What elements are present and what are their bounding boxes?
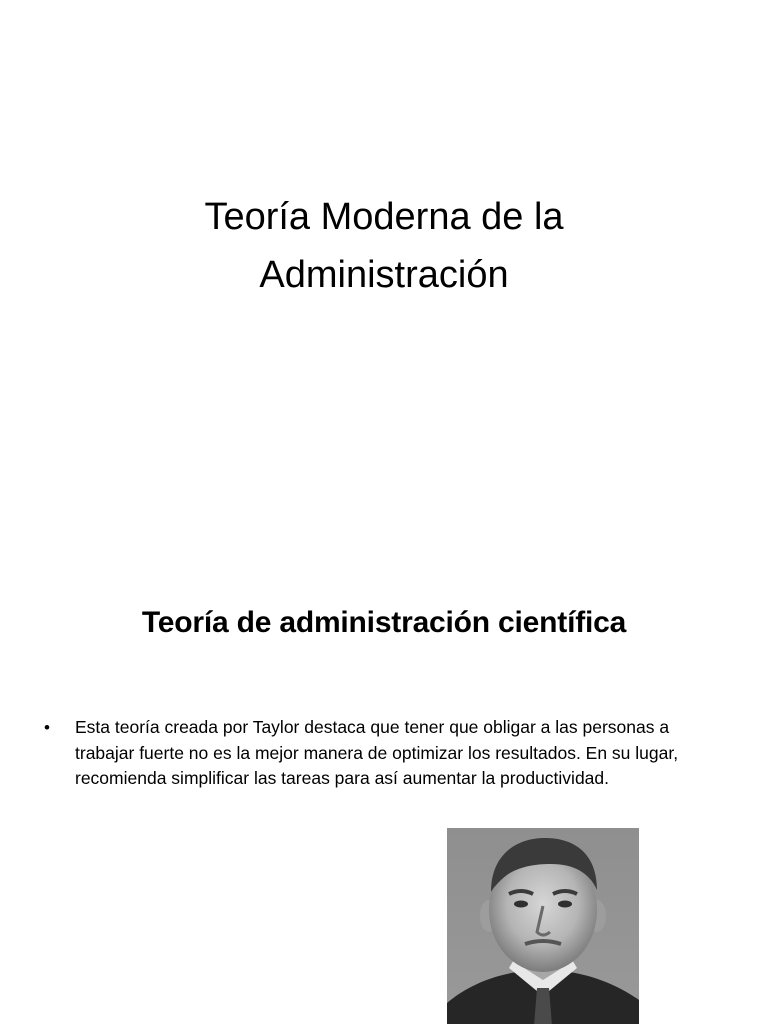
slide-title-line-1: Teoría Moderna de la [204,196,564,238]
slide-title-line-2: Administración [259,254,509,296]
portrait-eye-right [558,901,572,908]
portrait-photo-icon [447,828,639,1024]
portrait-eye-left [514,901,528,908]
content-slide [0,560,768,1024]
portrait-illustration [447,828,639,1024]
bullet-list [44,715,724,792]
slide-title [0,188,768,304]
slide-heading: Teoría de administración científica [141,606,627,639]
bullet-text: Esta teoría creada por Taylor destaca que tener que obligar a las personas a trabajar fuerte no es la mejor manera de optimizar los resultados. En su lugar, recomienda simplificar las tareas para así aumentar la productividad. [75,717,679,788]
bullet-item [44,715,724,792]
bullet-icon: • [44,718,50,737]
